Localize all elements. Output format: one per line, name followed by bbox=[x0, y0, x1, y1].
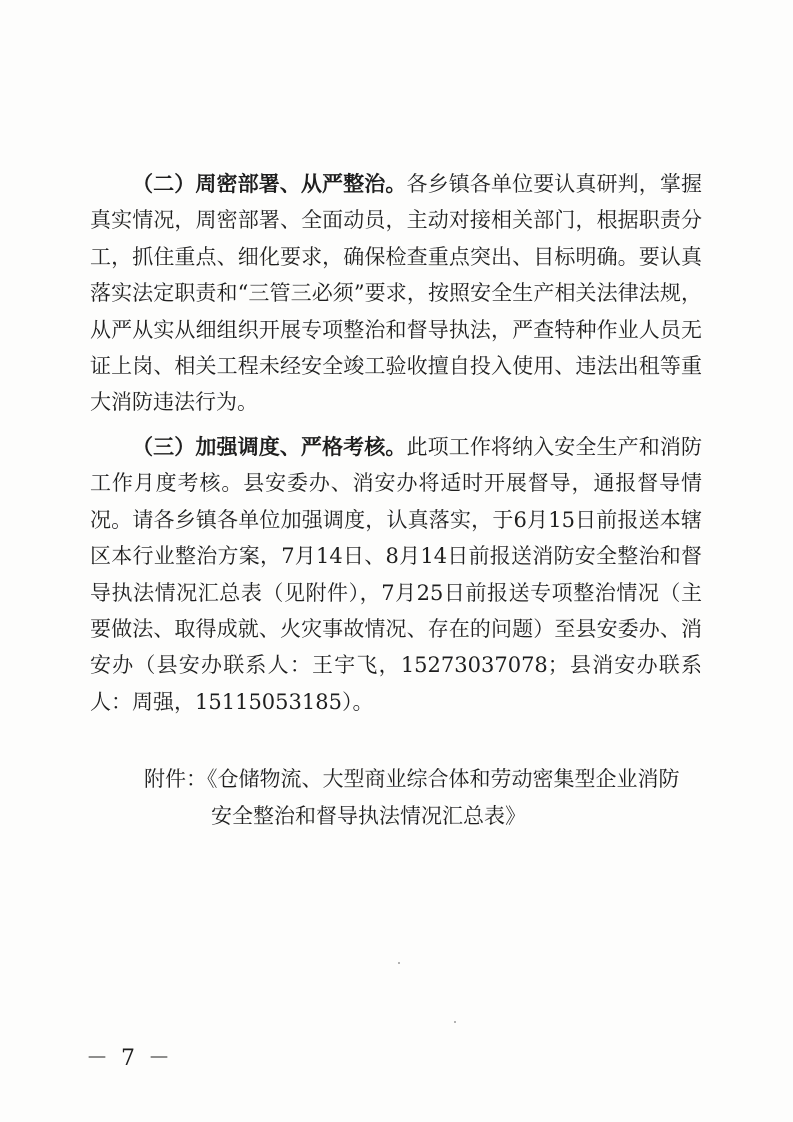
attachment-note bbox=[144, 761, 704, 834]
section-3-heading: （三）加强调度、严格考核。 bbox=[132, 434, 407, 459]
attachment-label: 附件： bbox=[144, 767, 207, 791]
attachment-title-line2: 安全整治和督导执法情况汇总表》 bbox=[211, 803, 526, 828]
section-2-body: 各乡镇各单位要认真研判，掌握真实情况，周密部署、全面动员，主动对接相关部门，根据职责分工，抓住重点、细化要求，确保检查重点突出、目标明确。要认真落实法定职责和“三管三必须”要求，按照安全生产相关法律法规，从严从实从细组织开展专项整治和督导执法，严查特种作业人员无证上岗、相关工程未经安全竣工验收擅自投入使用、违法出租等重大消防违法行为。 bbox=[90, 172, 702, 415]
section-2-paragraph bbox=[90, 166, 702, 421]
attachment-title-line1: 《仓储物流、大型商业综合体和劳动密集型企业消防 bbox=[207, 767, 680, 791]
scan-speck bbox=[454, 1021, 456, 1023]
section-3-body: 此项工作将纳入安全生产和消防工作月度考核。县安委办、消安办将适时开展督导，通报督导情况。请各乡镇各单位加强调度，认真落实，于6月15日前报送本辖区本行业整治方案，7月14日、8月14日前报送消防安全整治和督导执法情况汇总表（见附件），7月25日前报送专项整治情况（主要做法、取得成就、火灾事故情况、存在的问题）至县安委办、消安办（县安办联系人：王宇飞，15273037078；县消安办联系人：周强，15115053185）。 bbox=[90, 435, 702, 714]
section-3-paragraph bbox=[90, 429, 702, 720]
scan-speck bbox=[398, 962, 400, 964]
page-number: － 7 － bbox=[86, 1046, 173, 1071]
section-2-heading: （二）周密部署、从严整治。 bbox=[132, 171, 407, 196]
